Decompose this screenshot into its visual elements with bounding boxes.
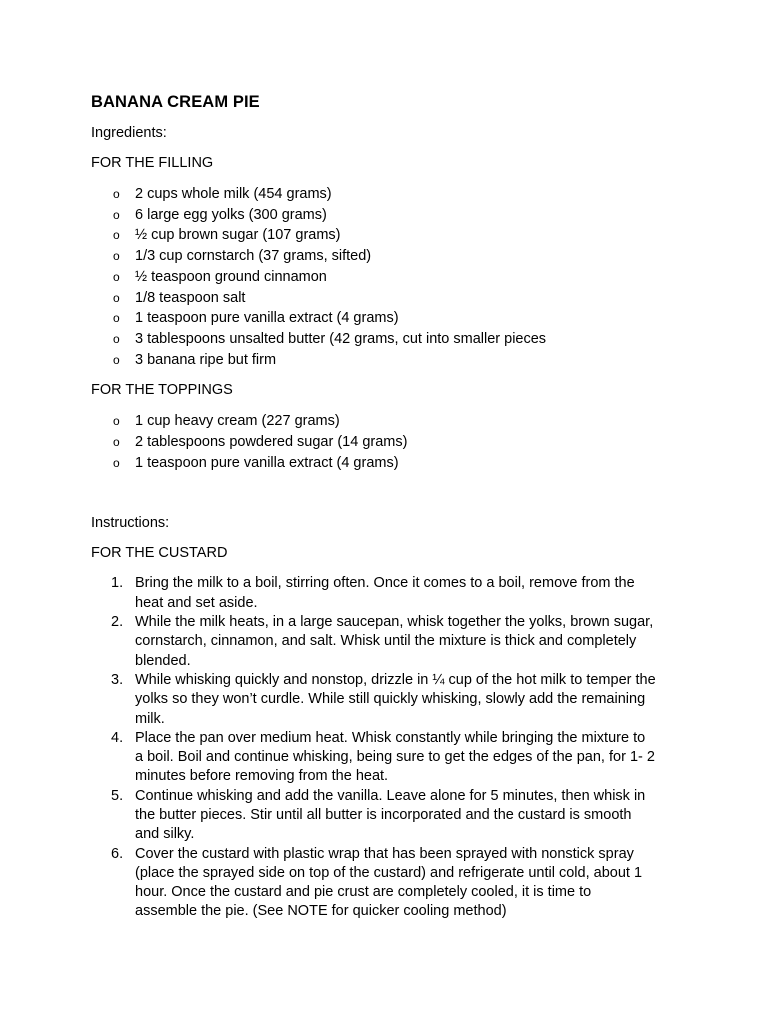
- step-text-line: Cover the custard with plastic wrap that has been sprayed with nonstick spray: [135, 845, 634, 862]
- step-text-line: Continue whisking and add the vanilla. Leave alone for 5 minutes, then whisk in: [135, 787, 646, 804]
- bullet-marker: o: [113, 455, 120, 470]
- ingredient-text: 6 large egg yolks (300 grams): [135, 206, 327, 223]
- ingredient-item: [91, 184, 691, 205]
- step-number: 1.: [111, 575, 124, 592]
- toppings-list: [91, 411, 691, 473]
- step-number: 5.: [111, 787, 124, 804]
- ingredient-item: [91, 225, 691, 246]
- ingredient-item: [91, 411, 691, 432]
- step-text-line: the butter pieces. Stir until all butter is incorporated and the custard is smooth: [135, 807, 632, 823]
- filling-list: [91, 184, 691, 370]
- step-text-line: While whisking quickly and nonstop, drizzle in ¼ cup of the hot milk to temper the: [135, 671, 656, 688]
- bullet-marker: o: [113, 187, 120, 201]
- step-text-line: While the milk heats, in a large saucepan, whisk together the yolks, brown sugar,: [135, 614, 654, 631]
- ingredient-text: 1 teaspoon pure vanilla extract (4 grams): [135, 310, 399, 327]
- step-text-line: Place the pan over medium heat. Whisk constantly while bringing the mixture to: [135, 729, 646, 746]
- step-number: 4.: [111, 729, 124, 746]
- instruction-step: [91, 729, 691, 787]
- step-number: 6.: [111, 845, 124, 862]
- step-text-line: minutes before removing from the heat.: [135, 768, 389, 785]
- ingredient-item: [91, 288, 691, 309]
- ingredient-text: 2 cups whole milk (454 grams): [135, 186, 332, 202]
- ingredient-text: 1/8 teaspoon salt: [135, 289, 246, 306]
- bullet-marker: o: [113, 249, 120, 264]
- ingredient-text: 2 tablespoons powdered sugar (14 grams): [135, 434, 408, 451]
- step-text-line: a boil. Boil and continue whisking, being sure to get the edges of the pan, for 1- 2: [135, 749, 655, 766]
- bullet-marker: o: [113, 290, 120, 305]
- ingredient-item: [91, 205, 691, 226]
- instruction-step: [91, 671, 691, 729]
- ingredient-text: ½ teaspoon ground cinnamon: [135, 268, 327, 285]
- recipe-document: [91, 92, 691, 922]
- ingredient-text: ½ cup brown sugar (107 grams): [135, 227, 341, 244]
- bullet-marker: o: [113, 352, 120, 367]
- step-text-line: Bring the milk to a boil, stirring often. Once it comes to a boil, remove from the: [135, 575, 635, 592]
- instruction-step: [91, 787, 691, 845]
- step-text-line: cornstarch, cinnamon, and salt. Whisk until the mixture is thick and completely: [135, 633, 637, 650]
- ingredient-item: [91, 308, 691, 329]
- step-text-line: milk.: [135, 710, 165, 727]
- ingredient-text: 1 teaspoon pure vanilla extract (4 grams): [135, 454, 399, 471]
- step-text-line: (place the sprayed side on top of the custard) and refrigerate until cold, about 1: [135, 864, 643, 881]
- custard-heading: FOR THE CUSTARD: [91, 545, 228, 562]
- bullet-marker: o: [113, 414, 120, 429]
- ingredient-item: [91, 350, 691, 371]
- ingredients-label: Ingredients:: [91, 125, 167, 141]
- bullet-marker: o: [113, 269, 120, 284]
- bullet-marker: o: [113, 228, 120, 243]
- filling-heading: FOR THE FILLING: [91, 155, 214, 171]
- step-number: 2.: [111, 614, 124, 631]
- ingredient-item: [91, 329, 691, 350]
- instruction-step: [91, 845, 691, 922]
- custard-steps-list: [91, 574, 691, 921]
- ingredient-item: [91, 453, 691, 474]
- bullet-marker: o: [113, 435, 120, 450]
- ingredient-item: [91, 432, 691, 453]
- ingredient-text: 3 banana ripe but firm: [135, 351, 277, 368]
- instruction-step: [91, 613, 691, 671]
- step-text-line: hour. Once the custard and pie crust are completely cooled, it is time to: [135, 884, 592, 901]
- instruction-step: [91, 574, 691, 613]
- step-text-line: blended.: [135, 652, 191, 669]
- toppings-heading: FOR THE TOPPINGS: [91, 382, 233, 399]
- ingredient-item: [91, 246, 691, 267]
- ingredient-text: 1 cup heavy cream (227 grams): [135, 413, 340, 430]
- step-text-line: heat and set aside.: [135, 594, 258, 611]
- step-text-line: assemble the pie. (See NOTE for quicker cooling method): [135, 903, 507, 920]
- bullet-marker: o: [113, 331, 120, 346]
- recipe-title: BANANA CREAM PIE: [91, 93, 260, 111]
- instructions-label: Instructions:: [91, 515, 170, 532]
- bullet-marker: o: [113, 311, 120, 326]
- section-spacer: [91, 484, 691, 514]
- ingredient-text: 1/3 cup cornstarch (37 grams, sifted): [135, 248, 372, 265]
- ingredient-text: 3 tablespoons unsalted butter (42 grams, cut into smaller pieces: [135, 330, 547, 347]
- ingredient-item: [91, 267, 691, 288]
- step-number: 3.: [111, 671, 124, 688]
- bullet-marker: o: [113, 207, 120, 222]
- step-text-line: and silky.: [135, 826, 195, 843]
- step-text-line: yolks so they won’t curdle. While still quickly whisking, slowly add the remaining: [135, 691, 646, 708]
